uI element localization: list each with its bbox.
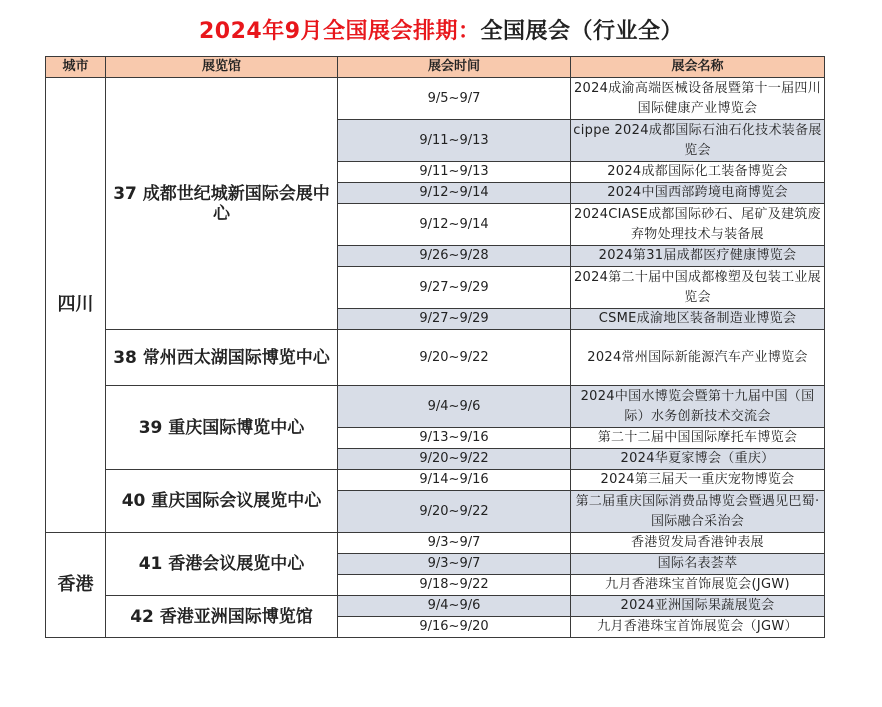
expo-name-cell: 2024亚洲国际果蔬展览会 <box>571 596 825 617</box>
expo-name-cell: 九月香港珠宝首饰展览会（JGW） <box>571 617 825 638</box>
header-expo: 展会名称 <box>571 57 825 78</box>
date-cell: 9/5~9/7 <box>338 78 571 120</box>
expo-name-cell: 2024第二十届中国成都橡塑及包装工业展览会 <box>571 267 825 309</box>
date-cell: 9/11~9/13 <box>338 162 571 183</box>
date-cell: 9/3~9/7 <box>338 554 571 575</box>
venue-cell: 42 香港亚洲国际博览馆 <box>106 596 338 638</box>
date-cell: 9/14~9/16 <box>338 470 571 491</box>
date-cell: 9/11~9/13 <box>338 120 571 162</box>
expo-name-cell: 2024成都国际化工装备博览会 <box>571 162 825 183</box>
date-cell: 9/27~9/29 <box>338 267 571 309</box>
expo-name-cell: 2024第三届天一重庆宠物博览会 <box>571 470 825 491</box>
date-cell: 9/4~9/6 <box>338 596 571 617</box>
date-cell: 9/4~9/6 <box>338 386 571 428</box>
table-row <box>46 533 825 554</box>
venue-cell: 41 香港会议展览中心 <box>106 533 338 596</box>
expo-name-cell: 2024华夏家博会（重庆） <box>571 449 825 470</box>
expo-name-cell: 2024第31届成都医疗健康博览会 <box>571 246 825 267</box>
page-title <box>0 14 882 45</box>
header-venue: 展览馆 <box>106 57 338 78</box>
date-cell: 9/12~9/14 <box>338 204 571 246</box>
venue-cell: 40 重庆国际会议展览中心 <box>106 470 338 533</box>
date-cell: 9/20~9/22 <box>338 330 571 386</box>
expo-name-cell: 2024CIASE成都国际砂石、尾矿及建筑废弃物处理技术与装备展 <box>571 204 825 246</box>
header-city: 城市 <box>46 57 106 78</box>
expo-name-cell: 2024中国西部跨境电商博览会 <box>571 183 825 204</box>
date-cell: 9/16~9/20 <box>338 617 571 638</box>
expo-name-cell: cippe 2024成都国际石油石化技术装备展览会 <box>571 120 825 162</box>
table-row <box>46 386 825 428</box>
schedule-table <box>45 56 825 638</box>
expo-name-cell: 2024常州国际新能源汽车产业博览会 <box>571 330 825 386</box>
table-row <box>46 330 825 386</box>
title-main: 2024年9月全国展会排期： <box>198 19 481 44</box>
expo-name-cell: 第二届重庆国际消费品博览会暨遇见巴蜀·国际融合采治会 <box>571 491 825 533</box>
header-date: 展会时间 <box>338 57 571 78</box>
expo-name-cell: 第二十二届中国国际摩托车博览会 <box>571 428 825 449</box>
expo-name-cell: CSME成渝地区装备制造业博览会 <box>571 309 825 330</box>
city-cell: 香港 <box>46 533 106 638</box>
venue-cell: 37 成都世纪城新国际会展中心 <box>106 78 338 330</box>
header-row <box>46 57 825 78</box>
venue-cell: 39 重庆国际博览中心 <box>106 386 338 470</box>
table-row <box>46 596 825 617</box>
date-cell: 9/12~9/14 <box>338 183 571 204</box>
table-row <box>46 78 825 120</box>
date-cell: 9/27~9/29 <box>338 309 571 330</box>
expo-name-cell: 香港贸发局香港钟表展 <box>571 533 825 554</box>
table-row <box>46 470 825 491</box>
date-cell: 9/20~9/22 <box>338 491 571 533</box>
title-sub: 全国展会（行业全） <box>480 19 684 44</box>
date-cell: 9/18~9/22 <box>338 575 571 596</box>
expo-name-cell: 九月香港珠宝首饰展览会(JGW) <box>571 575 825 596</box>
date-cell: 9/13~9/16 <box>338 428 571 449</box>
schedule-body <box>46 78 825 638</box>
date-cell: 9/26~9/28 <box>338 246 571 267</box>
expo-name-cell: 国际名表荟萃 <box>571 554 825 575</box>
expo-name-cell: 2024中国水博览会暨第十九届中国（国际）水务创新技术交流会 <box>571 386 825 428</box>
city-cell: 四川 <box>46 78 106 533</box>
date-cell: 9/3~9/7 <box>338 533 571 554</box>
venue-cell: 38 常州西太湖国际博览中心 <box>106 330 338 386</box>
expo-name-cell: 2024成渝高端医械设备展暨第十一届四川国际健康产业博览会 <box>571 78 825 120</box>
date-cell: 9/20~9/22 <box>338 449 571 470</box>
